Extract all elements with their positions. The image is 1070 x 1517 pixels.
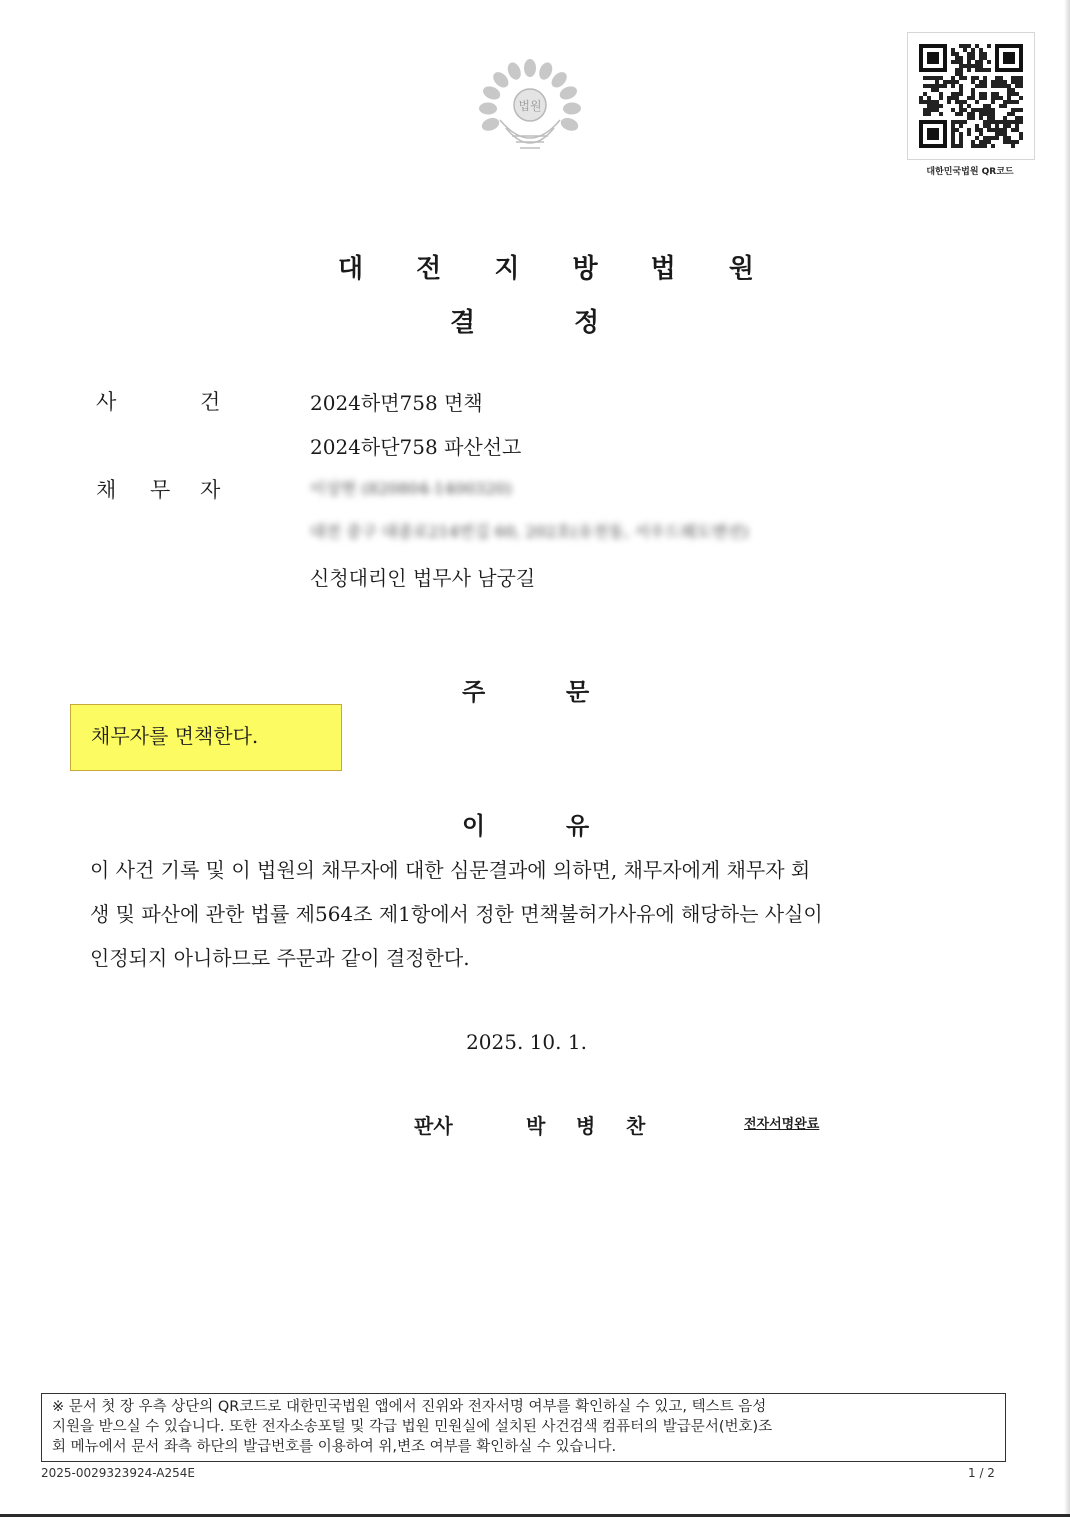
reason-body — [90, 848, 970, 980]
debtor-agent: 신청대리인 법무사 남궁길 — [310, 566, 536, 590]
case-number-exemption: 2024하면758 면책 — [310, 391, 483, 415]
judge-name-char-3: 찬 — [626, 1114, 646, 1138]
qr-code-frame — [907, 32, 1035, 160]
court-emblem-icon — [478, 58, 582, 160]
document-title-char-1: 결 — [450, 308, 476, 338]
court-name: 대 전 지 방 법 원 — [338, 254, 776, 284]
debtor-name-redacted: 이상현 (820804-1400320) — [310, 479, 512, 498]
debtor-label-char-3: 자 — [200, 478, 221, 502]
debtor-label-char-2: 무 — [150, 478, 171, 502]
reason-line: 인정되지 아니하므로 주문과 같이 결정한다. — [90, 946, 470, 970]
reason-line: 생 및 파산에 관한 법률 제564조 제1항에서 정한 면책불허가사유에 해당하는 사실이 — [90, 902, 823, 926]
order-text: 채무자를 면책한다. — [91, 724, 259, 748]
case-number-bankruptcy: 2024하단758 파산선고 — [310, 435, 522, 459]
case-label-char-2: 건 — [200, 390, 221, 414]
qr-caption: 대한민국법원 QR코드 — [926, 167, 1014, 177]
reason-heading-char-1: 이 — [462, 812, 486, 840]
judge-title: 판사 — [414, 1114, 453, 1138]
page-number: 1 / 2 — [968, 1466, 995, 1480]
issue-number: 2025-0029323924-A254E — [41, 1466, 195, 1480]
order-heading-char-1: 주 — [462, 678, 486, 706]
decision-date: 2025. 10. 1. — [466, 1030, 587, 1054]
emblem-text: 법원 — [518, 99, 542, 113]
qr-code-icon — [919, 44, 1023, 148]
notice-line: 지원을 받으실 수 있습니다. 또한 전자소송포털 및 각급 법원 민원실에 설치된 사건검색 컴퓨터의 발급문서(번호)조 — [52, 1419, 773, 1435]
verification-notice — [41, 1393, 1006, 1462]
order-heading-char-2: 문 — [566, 678, 590, 706]
judge-name-char-1: 박 — [526, 1114, 546, 1138]
debtor-address-redacted: 대전 중구 대종로214번길 60, 202호(유천동, 서우드웨도맨션) — [310, 522, 749, 541]
reason-line: 이 사건 기록 및 이 법원의 채무자에 대한 심문결과에 의하면, 채무자에게 채무자 회 — [90, 858, 811, 882]
reason-heading-char-2: 유 — [566, 812, 590, 840]
electronic-signature-status: 전자서명완료 — [744, 1117, 820, 1132]
document-title-char-2: 정 — [574, 308, 600, 338]
notice-line: ※ 문서 첫 장 우측 상단의 QR코드로 대한민국법원 앱에서 진위와 전자서명 여부를 확인하실 수 있고, 텍스트 음성 — [52, 1399, 767, 1415]
page-edge-shadow — [1064, 0, 1070, 1517]
judge-name-char-2: 병 — [576, 1114, 596, 1138]
debtor-label-char-1: 채 — [96, 478, 117, 502]
notice-line: 회 메뉴에서 문서 좌측 하단의 발급번호를 이용하여 위,변조 여부를 확인하실 수 있습니다. — [52, 1439, 617, 1455]
order-highlight-box — [70, 704, 342, 771]
case-label-char-1: 사 — [96, 390, 117, 414]
